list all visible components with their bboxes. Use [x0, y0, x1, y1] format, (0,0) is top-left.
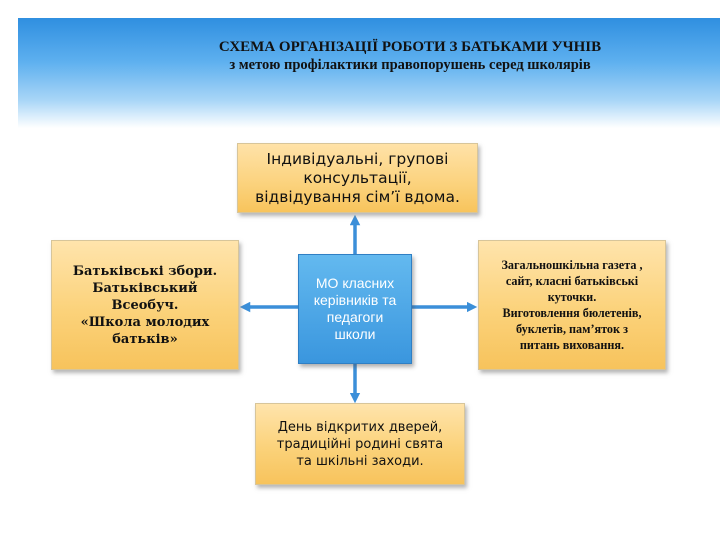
node-text: школи: [334, 326, 376, 342]
node-text: педагоги: [326, 309, 384, 325]
node-school-media: [478, 240, 666, 370]
node-text: Індивідуальні, групові: [266, 149, 449, 168]
node-methodical-union: [298, 254, 412, 364]
node-consultations: [237, 143, 478, 213]
node-text: Загальношкільна газета ,: [501, 258, 643, 272]
node-text: Батьківські збори.: [72, 263, 218, 279]
node-parent-meetings: [51, 240, 239, 370]
title-line-2: з метою профілактики правопорушень серед школярів: [229, 57, 591, 73]
node-text: куточки.: [547, 290, 597, 304]
node-text: МО класних: [315, 275, 395, 291]
node-open-day: [255, 403, 465, 485]
node-text: День відкритих дверей,: [277, 419, 443, 435]
node-text: питань виховання.: [519, 338, 625, 352]
node-text: Всеобуч.: [111, 297, 179, 313]
node-text: відвідування сім’ї вдома.: [255, 187, 460, 206]
node-text: Виготовлення бюлетенів,: [502, 306, 642, 320]
node-text: Батьківський: [92, 280, 198, 296]
node-text: буклетів, пам’яток з: [516, 322, 628, 336]
node-text: «Школа молодих: [80, 314, 210, 330]
node-text: та шкільні заходи.: [296, 453, 424, 469]
node-text: батьків»: [112, 331, 178, 347]
node-text: керівників та: [313, 292, 397, 308]
title-line-1: СХЕМА ОРГАНІЗАЦІЇ РОБОТИ З БАТЬКАМИ УЧНІВ: [218, 39, 602, 55]
node-text: сайт, класні батьківські: [505, 274, 639, 288]
node-text: традиційні родині свята: [276, 436, 444, 452]
node-text: консультації,: [303, 168, 412, 187]
